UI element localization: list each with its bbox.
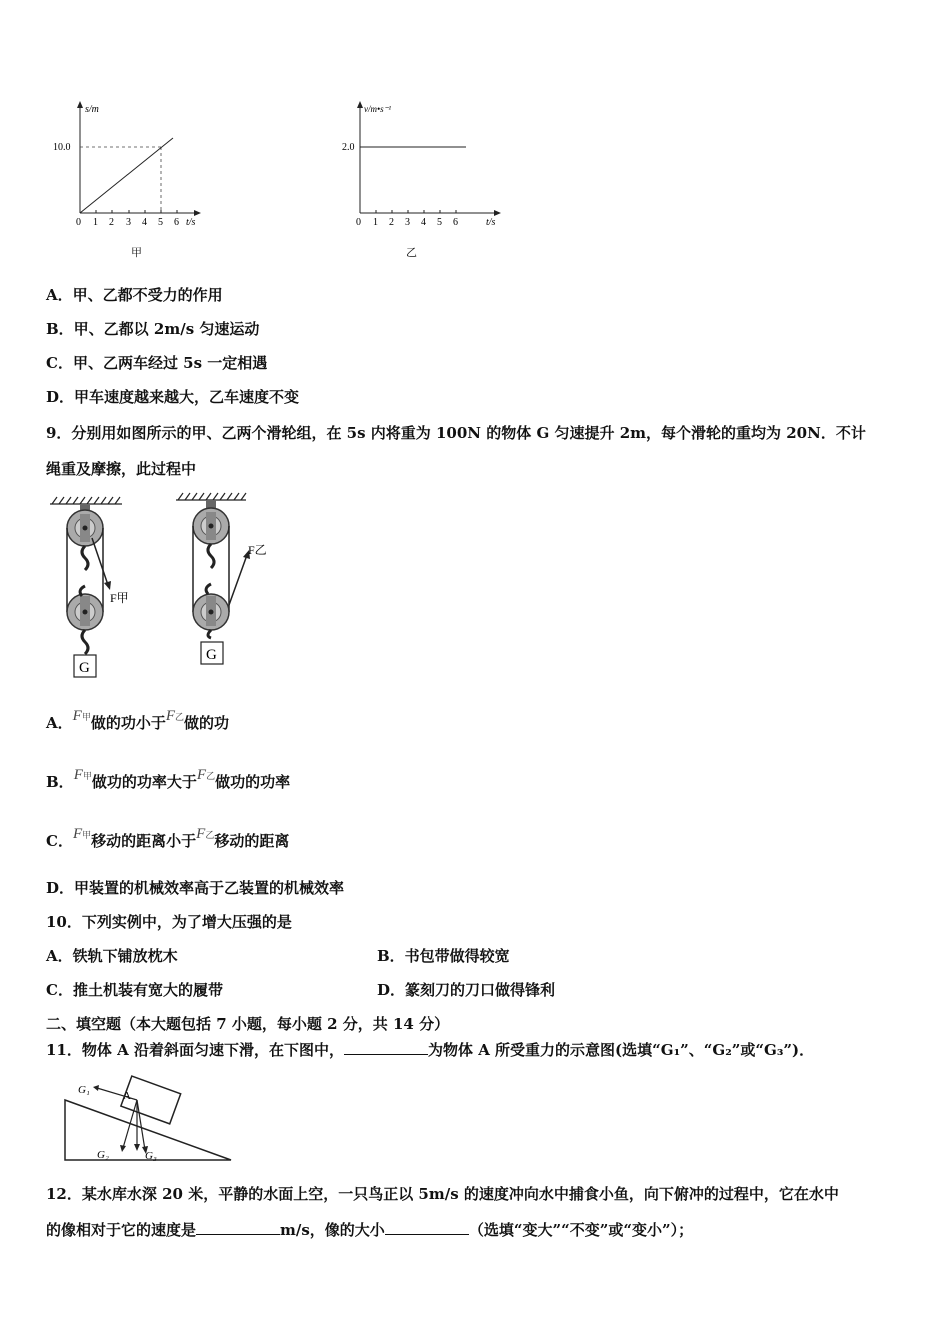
graph-yi-xtick-1: 1	[373, 217, 378, 228]
f-yi-symbol: F乙	[196, 767, 216, 783]
graph-jia-ylabel: s/m	[85, 104, 99, 115]
graph-jia-xtick-0: 0	[76, 217, 81, 228]
graph-jia	[48, 98, 208, 228]
f-jia-symbol: F甲	[72, 826, 92, 842]
q12-line2: 的像相对于它的速度是 m/s，像的大小 （选填“变大”“不变”或“变小”）；	[46, 1221, 694, 1239]
q10-option-a: A．铁轨下铺放枕木	[46, 947, 178, 965]
graph-yi-caption: 乙	[406, 247, 417, 259]
f-yi-symbol: F乙	[196, 826, 215, 842]
graph-yi-xtick-4: 4	[421, 217, 426, 228]
q10-stem: 10．下列实例中，为了增大压强的是	[46, 913, 292, 931]
g2-label: G₂	[97, 1149, 109, 1161]
graph-jia-xtick-1: 1	[93, 217, 98, 228]
f-yi-arrow	[229, 555, 247, 605]
q12-speed-blank[interactable]	[196, 1220, 280, 1235]
q8-option-a: A．甲、乙都不受力的作用	[46, 286, 223, 304]
f-jia-symbol: F甲	[72, 708, 91, 724]
f-jia-label: F甲	[110, 591, 129, 605]
f-yi-symbol: F乙	[165, 708, 185, 724]
q10-option-d: D．篆刻刀的刀口做得锋利	[377, 981, 556, 999]
f-jia-arrow	[92, 538, 108, 585]
q8-option-b: B．甲、乙都以 2m/s 匀速运动	[46, 320, 260, 338]
incline-figure	[55, 1070, 245, 1165]
q9-option-c: C．F甲移动的距离小于F乙移动的距离	[46, 826, 290, 850]
pulley-figure	[40, 490, 300, 685]
graph-yi-xtick-6: 6	[453, 217, 458, 228]
graph-yi	[338, 98, 508, 228]
g1-label: G₁	[78, 1084, 90, 1096]
q8-option-c: C．甲、乙两车经过 5s 一定相遇	[46, 354, 268, 372]
q8-option-d: D．甲车速度越来越大，乙车速度不变	[46, 388, 300, 406]
graph-yi-xtick-3: 3	[405, 217, 410, 228]
f-yi-label: F乙	[248, 543, 267, 557]
section-2-heading: 二、填空题（本大题包括 7 小题，每小题 2 分，共 14 分）	[46, 1015, 450, 1033]
f-jia-symbol: F甲	[73, 767, 92, 783]
g3-label: G₃	[145, 1150, 157, 1162]
graph-jia-xtick-5: 5	[158, 217, 163, 228]
q10-option-c: C．推土机装有宽大的履带	[46, 981, 223, 999]
graph-yi-xtick-0: 0	[356, 217, 361, 228]
graph-yi-xlabel: t/s	[486, 217, 496, 228]
q11-answer-blank[interactable]	[344, 1040, 428, 1055]
graph-jia-caption: 甲	[131, 247, 142, 259]
graph-jia-xtick-4: 4	[142, 217, 147, 228]
graph-jia-xtick-2: 2	[109, 217, 114, 228]
graph-jia-xlabel: t/s	[186, 217, 196, 228]
q9-option-b: B．F甲做功的功率大于F乙做功的功率	[46, 767, 291, 791]
q10-option-b: B．书包带做得较宽	[377, 947, 510, 965]
q11-stem: 11．物体 A 沿着斜面匀速下滑，在下图中， 为物体 A 所受重力的示意图(选填“G₁”、“G₂”或“G₃”)．	[46, 1041, 815, 1059]
graph-jia-data-line	[80, 138, 173, 213]
graph-yi-xtick-2: 2	[389, 217, 394, 228]
graph-yi-ylabel: v/m•s⁻¹	[364, 104, 392, 114]
graph-jia-xtick-6: 6	[174, 217, 179, 228]
q9-stem-line1: 9．分别用如图所示的甲、乙两个滑轮组，在 5s 内将重为 100N 的物体 G 匀速提升 2m，每个滑轮的重均为 20N．不计	[46, 424, 866, 442]
q9-option-a: A．F甲做的功小于F乙做的功	[46, 708, 230, 732]
graph-yi-xtick-5: 5	[437, 217, 442, 228]
pulley-jia-weight-label: G	[79, 660, 90, 676]
q12-size-blank[interactable]	[385, 1220, 469, 1235]
pulley-yi-weight-label: G	[206, 647, 217, 663]
q9-option-d: D．甲装置的机械效率高于乙装置的机械效率	[46, 879, 345, 897]
q9-stem-line2: 绳重及摩擦，此过程中	[46, 460, 197, 478]
q12-line1: 12．某水库水深 20 米，平静的水面上空，一只鸟正以 5m/s 的速度冲向水中捕食小鱼，向下俯冲的过程中，它在水中	[46, 1185, 839, 1203]
graph-jia-xtick-3: 3	[126, 217, 131, 228]
graph-yi-ytick: 2.0	[342, 142, 355, 153]
block-a-label: A	[123, 1090, 131, 1102]
graph-jia-ytick: 10.0	[53, 142, 71, 153]
